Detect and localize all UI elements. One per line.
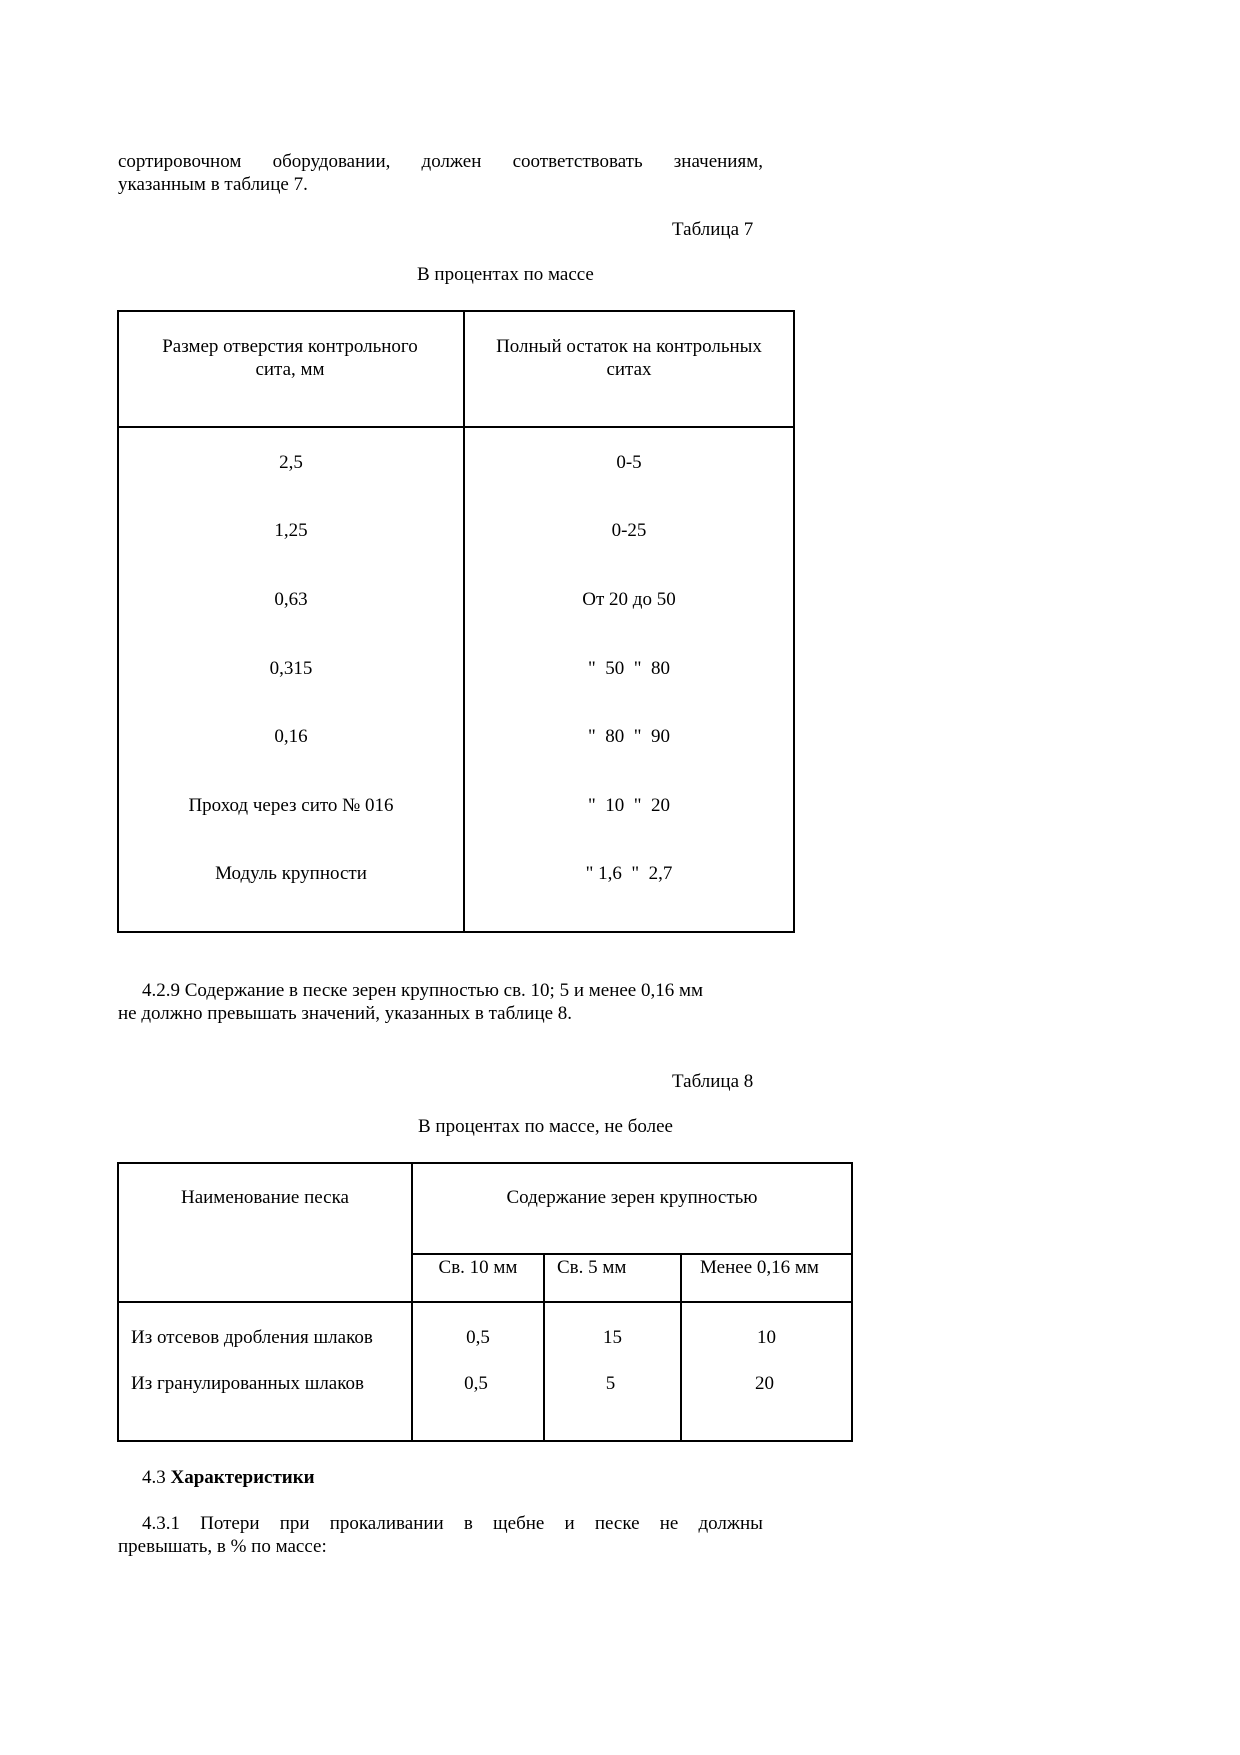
table8-row-2-name: Из гранулированных шлаков [131,1373,364,1394]
table7-row-5-residue: " 80 " 90 [587,726,670,747]
table7-border-left [117,310,119,933]
table7-row-2-residue: 0-25 [611,520,647,541]
table8-row-2-value-2: 5 [605,1373,616,1394]
word: в [463,1513,473,1534]
word: соответствовать [512,151,643,172]
table7-row-4-residue: " 50 " 80 [587,658,670,679]
table7-header-size: Размер отверстия контрольного сита, мм [162,336,418,380]
table8-header-name: Наименование песка [180,1187,349,1208]
table8-caption: В процентах по массе, не более [418,1116,673,1137]
word: песке [594,1513,640,1534]
table8-row-1-value-1: 0,5 [466,1327,490,1348]
paragraph-4-2-9-line-1: 4.2.9 Содержание в песке зерен крупностью св. 10; 5 и менее 0,16 мм [142,980,704,1001]
word: не [659,1513,679,1534]
table7-row-6-residue: " 10 " 20 [587,795,670,816]
table7-header-residue: Полный остаток на контрольных ситах [496,336,762,380]
word: Потери [200,1513,260,1534]
table8-row-2-value-1: 0,5 [464,1373,488,1394]
paragraph-4-3-1-line-2: превышать, в % по массе: [118,1536,327,1557]
table8-header-group: Содержание зерен крупностью [506,1187,758,1208]
paragraph-4-2-9 [118,979,768,1025]
table7-row-6-size: Проход через сито № 016 [188,795,394,816]
table7-caption: В процентах по массе [417,264,594,285]
table7-row-1-size: 2,5 [279,452,303,473]
table8-row-1-value-2: 15 [603,1327,622,1348]
table7-row-2-size: 1,25 [274,520,308,541]
table7-row-5-size: 0,16 [274,726,308,747]
word: значениям, [673,151,763,172]
word: 4.3.1 [142,1513,180,1534]
intro-line-2: указанным в таблице 7. [118,174,308,195]
word: оборудовании, [272,151,391,172]
section-4-3-title: Характеристики [170,1467,315,1488]
table8-subheader-1: Св. 10 мм [438,1257,518,1278]
table8-row-1-value-3: 10 [757,1327,776,1348]
table7-row-7-residue: " 1,6 " 2,7 [585,863,673,884]
table8-label: Таблица 8 [672,1071,754,1092]
word: должен [421,151,482,172]
paragraph-4-3-1 [118,1512,763,1558]
table8-subheader-2: Св. 5 мм [557,1257,627,1278]
table8-subheader-3: Менее 0,16 мм [700,1257,819,1278]
table8-border-top [117,1162,853,1164]
table8-border-header [117,1301,853,1303]
table7-border-top [117,310,795,312]
intro-line-1 [118,150,763,173]
table8-border-bottom [117,1440,853,1442]
table8-border-right [851,1162,853,1442]
table8-row-2-value-3: 20 [755,1373,774,1394]
paragraph-4-3-1-line-1 [118,1512,763,1535]
word: сортировочном [118,151,242,172]
table7-border-right [793,310,795,933]
section-4-3-heading [142,1466,315,1489]
word: должны [698,1513,763,1534]
table7-border-bottom [117,931,795,933]
word: прокаливании [329,1513,444,1534]
table7-border-mid [463,310,465,933]
table7-row-1-residue: 0-5 [616,452,642,473]
table8-border-sub [411,1253,853,1255]
word: при [279,1513,310,1534]
word: и [564,1513,575,1534]
paragraph-4-2-9-line-2: не должно превышать значений, указанных в таблице 8. [118,1003,573,1024]
word: щебне [493,1513,545,1534]
table8-row-1-name: Из отсевов дробления шлаков [131,1327,373,1348]
intro-paragraph [118,150,763,196]
table7-row-7-size: Модуль крупности [215,863,367,884]
table7-border-header [117,426,795,428]
table7-row-4-size: 0,315 [269,658,313,679]
table7-label: Таблица 7 [672,219,754,240]
table7-row-3-residue: От 20 до 50 [582,589,676,610]
table7-row-3-size: 0,63 [274,589,308,610]
section-4-3-number: 4.3 [142,1467,166,1488]
